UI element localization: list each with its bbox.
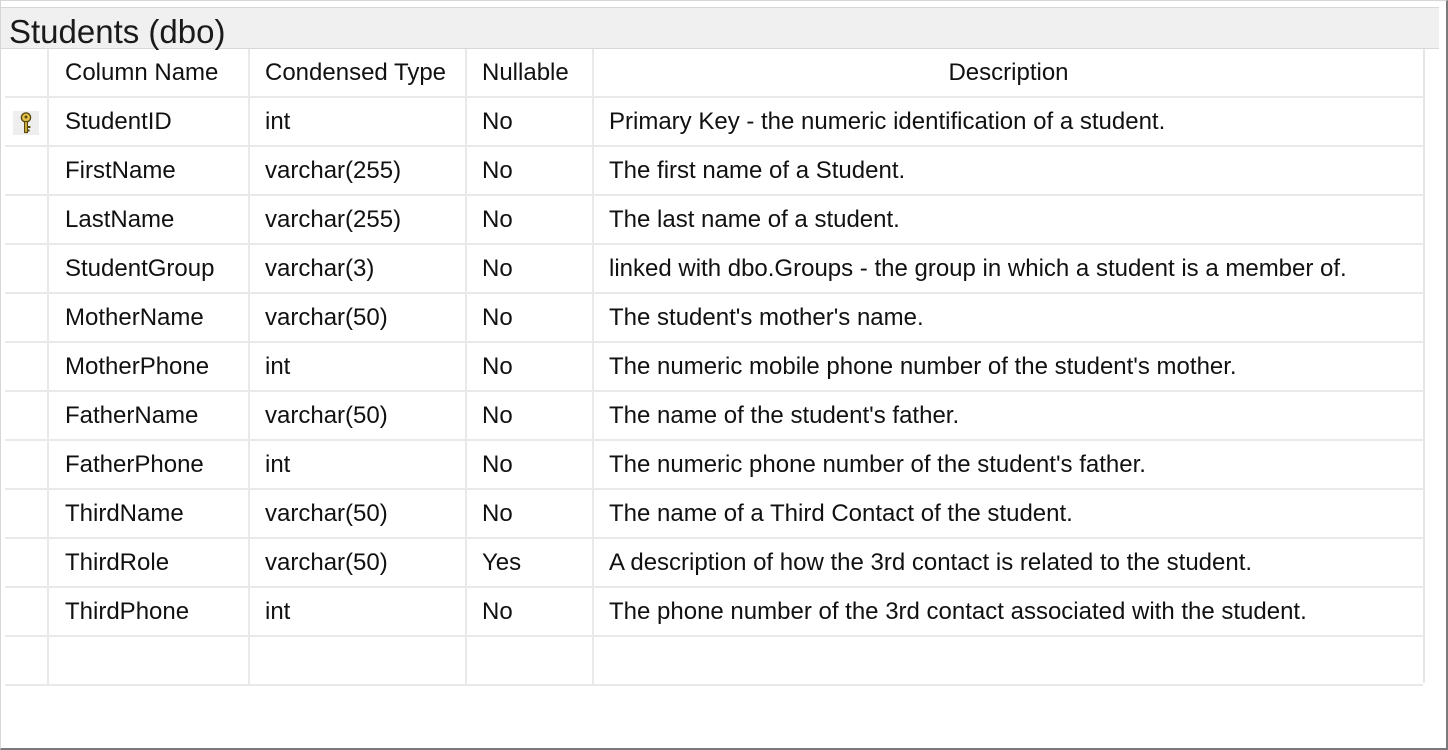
description-cell[interactable]: The last name of a student.: [609, 205, 900, 233]
condensed-type-cell[interactable]: [250, 637, 467, 684]
table-row[interactable]: [5, 392, 1423, 441]
key-icon: [13, 111, 39, 135]
nullable-cell[interactable]: No: [467, 392, 594, 439]
condensed-type-cell[interactable]: varchar(50): [250, 392, 467, 439]
condensed-type-cell[interactable]: int: [250, 343, 467, 390]
column-name-cell[interactable]: StudentGroup: [49, 245, 250, 292]
condensed-type-cell[interactable]: varchar(255): [250, 147, 467, 194]
table-row[interactable]: [5, 637, 1423, 686]
description-cell[interactable]: The name of a Third Contact of the student.: [609, 499, 1073, 527]
column-name-cell[interactable]: ThirdRole: [49, 539, 250, 586]
row-selector[interactable]: [5, 245, 49, 292]
nullable-cell[interactable]: No: [467, 98, 594, 145]
row-selector[interactable]: [5, 294, 49, 341]
table-row[interactable]: [5, 343, 1423, 392]
nullable-cell[interactable]: [467, 637, 594, 684]
description-cell[interactable]: The student's mother's name.: [609, 303, 924, 331]
condensed-type-cell[interactable]: int: [250, 588, 467, 635]
description-cell[interactable]: The first name of a Student.: [609, 156, 906, 184]
condensed-type-cell[interactable]: int: [250, 441, 467, 488]
description-cell[interactable]: [594, 637, 1423, 684]
table-title: Students (dbo): [9, 13, 226, 50]
table-row[interactable]: [5, 196, 1423, 245]
table-row[interactable]: [5, 98, 1423, 147]
row-selector[interactable]: [5, 490, 49, 537]
column-name-cell[interactable]: [49, 637, 250, 684]
row-selector[interactable]: [5, 343, 49, 390]
description-cell[interactable]: A description of how the 3rd contact is related to the student.: [609, 548, 1253, 576]
description-cell[interactable]: The phone number of the 3rd contact associated with the student.: [609, 597, 1307, 625]
description-cell[interactable]: linked with dbo.Groups - the group in which a student is a member of.: [609, 254, 1347, 282]
nullable-cell[interactable]: No: [467, 245, 594, 292]
condensed-type-cell[interactable]: varchar(255): [250, 196, 467, 243]
column-name-cell[interactable]: MotherName: [49, 294, 250, 341]
table-row[interactable]: [5, 147, 1423, 196]
nullable-cell[interactable]: Yes: [467, 539, 594, 586]
description-cell[interactable]: The numeric mobile phone number of the student's mother.: [609, 352, 1237, 380]
column-name-cell[interactable]: ThirdName: [49, 490, 250, 537]
condensed-type-cell[interactable]: varchar(50): [250, 539, 467, 586]
header-description[interactable]: Description: [948, 58, 1069, 86]
header-condensed-type[interactable]: Condensed Type: [250, 49, 467, 96]
nullable-cell[interactable]: No: [467, 441, 594, 488]
column-grid: [5, 49, 1425, 683]
table-row[interactable]: [5, 539, 1423, 588]
header-column-name[interactable]: Column Name: [49, 49, 250, 96]
row-selector[interactable]: [5, 539, 49, 586]
column-name-cell[interactable]: ThirdPhone: [49, 588, 250, 635]
condensed-type-cell[interactable]: varchar(50): [250, 294, 467, 341]
column-name-cell[interactable]: FatherName: [49, 392, 250, 439]
column-name-cell[interactable]: FatherPhone: [49, 441, 250, 488]
table-row[interactable]: [5, 490, 1423, 539]
row-selector[interactable]: [5, 98, 49, 145]
row-selector[interactable]: [5, 637, 49, 684]
row-selector[interactable]: [5, 392, 49, 439]
condensed-type-cell[interactable]: varchar(3): [250, 245, 467, 292]
description-cell[interactable]: Primary Key - the numeric identification of a student.: [609, 107, 1166, 135]
nullable-cell[interactable]: No: [467, 294, 594, 341]
title-bar: [1, 7, 1439, 49]
row-selector[interactable]: [5, 147, 49, 194]
nullable-cell[interactable]: No: [467, 490, 594, 537]
header-nullable[interactable]: Nullable: [467, 49, 594, 96]
nullable-cell[interactable]: No: [467, 343, 594, 390]
nullable-cell[interactable]: No: [467, 588, 594, 635]
column-name-cell[interactable]: MotherPhone: [49, 343, 250, 390]
description-cell[interactable]: The name of the student's father.: [609, 401, 960, 429]
description-cell[interactable]: The numeric phone number of the student's father.: [609, 450, 1146, 478]
table-row[interactable]: [5, 588, 1423, 637]
column-name-cell[interactable]: LastName: [49, 196, 250, 243]
row-selector[interactable]: [5, 441, 49, 488]
grid-header: [5, 49, 1423, 98]
row-selector[interactable]: [5, 588, 49, 635]
row-selector-header[interactable]: [5, 49, 49, 96]
condensed-type-cell[interactable]: int: [250, 98, 467, 145]
column-name-cell[interactable]: StudentID: [49, 98, 250, 145]
nullable-cell[interactable]: No: [467, 147, 594, 194]
nullable-cell[interactable]: No: [467, 196, 594, 243]
condensed-type-cell[interactable]: varchar(50): [250, 490, 467, 537]
row-selector[interactable]: [5, 196, 49, 243]
table-row[interactable]: [5, 294, 1423, 343]
table-row[interactable]: [5, 245, 1423, 294]
table-row[interactable]: [5, 441, 1423, 490]
column-name-cell[interactable]: FirstName: [49, 147, 250, 194]
